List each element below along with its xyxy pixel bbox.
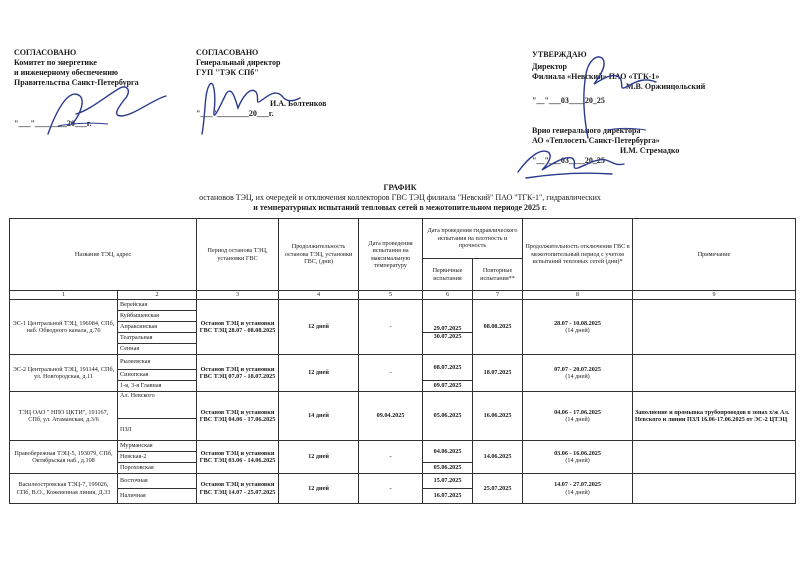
shutoff-dates: 14.07 - 27.07.2025	[554, 481, 601, 488]
station-name: Правобережная ТЭЦ-5, 193079, СПб, Октябрьская наб., д.108	[10, 441, 118, 474]
station-duration: 12 дней	[279, 441, 359, 474]
collector-name: Наличная	[118, 489, 197, 504]
table-row	[10, 355, 796, 370]
collector-name: Мурманская	[118, 441, 197, 452]
column-number: 2	[118, 291, 197, 300]
primary-test-date: 30.07.2025	[423, 333, 473, 355]
primary-test-date: 04.06.2025	[423, 441, 473, 463]
station-max-temp: -	[359, 355, 423, 392]
approval-date: "___"________20___г.	[196, 109, 274, 118]
repeat-test-date: 08.08.2025	[473, 300, 523, 355]
collector-name: Пороховская	[118, 463, 197, 474]
approval-heading: СОГЛАСОВАНО	[14, 48, 77, 57]
station-duration: 14 дней	[279, 392, 359, 441]
collector-name: Куйбышевская	[118, 311, 197, 322]
shutoff-days: (14 дней)	[565, 488, 590, 496]
station-period: Останов ТЭЦ и установки ГВС ТЭЦ 07.07 - 18.07.2025	[197, 355, 279, 392]
approval-line: Генеральный директор	[196, 58, 281, 67]
repeat-test-date: 14.06.2025	[473, 441, 523, 474]
collector-name: Рылеевская	[118, 355, 197, 370]
approval-name: М.В. Оржинцольский	[626, 82, 706, 91]
shutoff-period	[523, 474, 633, 504]
header-max-temp: Дата проведения испытания на максимальную температуру	[359, 219, 423, 291]
approval-line: и инженерному обеспечению	[14, 68, 119, 77]
shutoff-dates: 03.06 - 16.06.2025	[554, 449, 601, 457]
station-duration: 12 дней	[279, 474, 359, 504]
header-duration: Продолжительность останова ТЭЦ, установки ГВС, (дни)	[279, 219, 359, 291]
table-row	[10, 474, 796, 489]
approval-date: "__"___03____20_25	[532, 96, 605, 105]
station-name: ТЭЦ ОАО " НПО ЦКТИ", 191167, СПб, ул. Атаманская, д.3/6	[10, 392, 118, 441]
signature-middle-image	[196, 72, 306, 142]
station-name: ЭС-1 Центральной ТЭЦ, 196084, СПб, наб. Обводного канала, д.76	[10, 300, 118, 355]
document-subtitle-line2: и температурных испытаний тепловых сетей в межотопительном периоде 2025 г.	[253, 203, 547, 212]
schedule-table	[9, 218, 796, 504]
header-name: Название ТЭЦ, адрес	[10, 219, 197, 291]
station-note: Заполнение и промывка трубопроводов в зонах х/ж Ал. Невского и линии ПЗЛ 16.06-17.06.2025 от ЭС-2 ЦТЭЦ	[633, 392, 796, 441]
column-number: 1	[10, 291, 118, 300]
primary-test-date: 08.07.2025	[423, 355, 473, 381]
shutoff-dates: 07.07 - 20.07.2025	[554, 365, 601, 373]
collector-name: ПЗЛ	[118, 419, 197, 441]
shutoff-days: (14 дней)	[565, 327, 590, 334]
signature-right-bottom-image	[512, 138, 632, 188]
station-duration: 12 дней	[279, 300, 359, 355]
approval-heading: СОГЛАСОВАНО	[196, 48, 259, 57]
shutoff-days: (14 дней)	[565, 416, 590, 423]
signature-right-top-image	[548, 48, 668, 143]
station-period: Останов ТЭЦ и установки ГВС ТЭЦ 03.06 - 14.06.2025	[197, 441, 279, 474]
station-max-temp: -	[359, 300, 423, 355]
column-number: 4	[279, 291, 359, 300]
column-number: 7	[473, 291, 523, 300]
table-row	[10, 441, 796, 452]
header-period: Период останова ТЭЦ, установки ГВС	[197, 219, 279, 291]
table-row	[10, 300, 796, 311]
column-number: 5	[359, 291, 423, 300]
approval-line: Филиала «Невский» ПАО «ТГК-1»	[532, 72, 660, 81]
shutoff-dates: 04.06 - 17.06.2025	[554, 408, 601, 416]
collector-name: Невская-2	[118, 452, 197, 463]
repeat-test-date: 16.06.2025	[473, 392, 523, 441]
collector-name: Верейская	[118, 300, 197, 311]
column-number: 3	[197, 291, 279, 300]
approval-line: Правительства Санкт-Петербурга	[14, 78, 139, 87]
table-header-row	[10, 219, 796, 259]
table-row	[10, 392, 796, 419]
column-number: 8	[523, 291, 633, 300]
shutoff-period	[523, 300, 633, 355]
header-repeat: Повторные испытания**	[473, 259, 523, 291]
approval-date: "___"________20___г.	[14, 119, 92, 128]
header-note: Примечание	[633, 219, 796, 291]
station-period: Останов ТЭЦ и установки ГВС ТЭЦ 14.07 - 25.07.2025	[197, 474, 279, 504]
collector-name: 1-я, 3-я Главная	[118, 381, 197, 392]
collector-name: Синопская	[118, 370, 197, 381]
station-name: Василеостровская ТЭЦ-7, 199026, СПб, В.О., Кожевенная линия, Д.33	[10, 474, 118, 504]
approval-name: И.А. Болтенков	[270, 99, 327, 108]
collector-name: Восточная	[118, 474, 197, 489]
table-number-row	[10, 291, 796, 300]
collector-name: Сенная	[118, 344, 197, 355]
station-max-temp: -	[359, 474, 423, 504]
primary-test-date: 29.07.2025	[423, 300, 473, 333]
shutoff-period	[523, 441, 633, 474]
repeat-test-date: 25.07.2025	[473, 474, 523, 504]
document-title: ГРАФИК	[383, 183, 417, 192]
station-name: ЭС-2 Центральной ТЭЦ, 191144, СПб, ул. Новгородская, д.11	[10, 355, 118, 392]
shutoff-dates: 28.07 - 10.08.2025	[554, 319, 601, 327]
station-note	[633, 441, 796, 474]
station-duration: 12 дней	[279, 355, 359, 392]
station-max-temp: -	[359, 441, 423, 474]
approval-line: Врио генерального директора	[532, 126, 641, 135]
shutoff-days: (14 дней)	[565, 457, 590, 464]
approval-date: "__"___03____20_25	[532, 156, 605, 165]
collector-name: Ал. Невского	[118, 392, 197, 419]
shutoff-days: (14 дней)	[565, 373, 590, 380]
station-period: Останов ТЭЦ и установки ГВС ТЭЦ 28.07 - 08.08.2025	[197, 300, 279, 355]
approval-heading: УТВЕРЖДАЮ	[532, 50, 587, 59]
approval-line: Директор	[532, 62, 567, 71]
primary-test-date: 05.06.2025	[423, 463, 473, 474]
collector-name: Апраксинская	[118, 322, 197, 333]
header-shutoff: Продолжительность отключения ГВС в межотопительный период с учетом испытаний тепловых сетей (дни)*	[523, 219, 633, 291]
approval-line: Комитет по энергетике	[14, 58, 97, 67]
primary-test-date: 05.06.2025	[423, 392, 473, 441]
primary-test-date: 15.07.2025	[423, 474, 473, 489]
approval-line: ГУП "ТЭК СПб"	[196, 68, 259, 77]
shutoff-period	[523, 355, 633, 392]
header-hydraulic: Дата проведения гидравлического испытания на плотность и прочность	[423, 219, 523, 259]
station-note	[633, 300, 796, 355]
station-note	[633, 355, 796, 392]
repeat-test-date: 18.07.2025	[473, 355, 523, 392]
collector-name: Театральная	[118, 333, 197, 344]
station-max-temp: 09.04.2025	[359, 392, 423, 441]
primary-test-date: 16.07.2025	[423, 489, 473, 504]
shutoff-period	[523, 392, 633, 441]
column-number: 9	[633, 291, 796, 300]
header-primary: Первичные испытания	[423, 259, 473, 291]
primary-test-date: 09.07.2025	[423, 381, 473, 392]
station-period: Останов ТЭЦ и установки ГВС ТЭЦ 04.06 - 17.06.2025	[197, 392, 279, 441]
signature-left-image	[28, 66, 178, 146]
station-note	[633, 474, 796, 504]
column-number: 6	[423, 291, 473, 300]
approval-line: АО «Теплосеть Санкт-Петербурга»	[532, 136, 660, 145]
document-subtitle-line1: остановов ТЭЦ, их очередей и отключения коллекторов ГВС ТЭЦ филиала "Невский" ПАО "ТГК-1", гидравлических	[199, 193, 601, 202]
approval-name: И.М. Стремадко	[620, 146, 680, 155]
